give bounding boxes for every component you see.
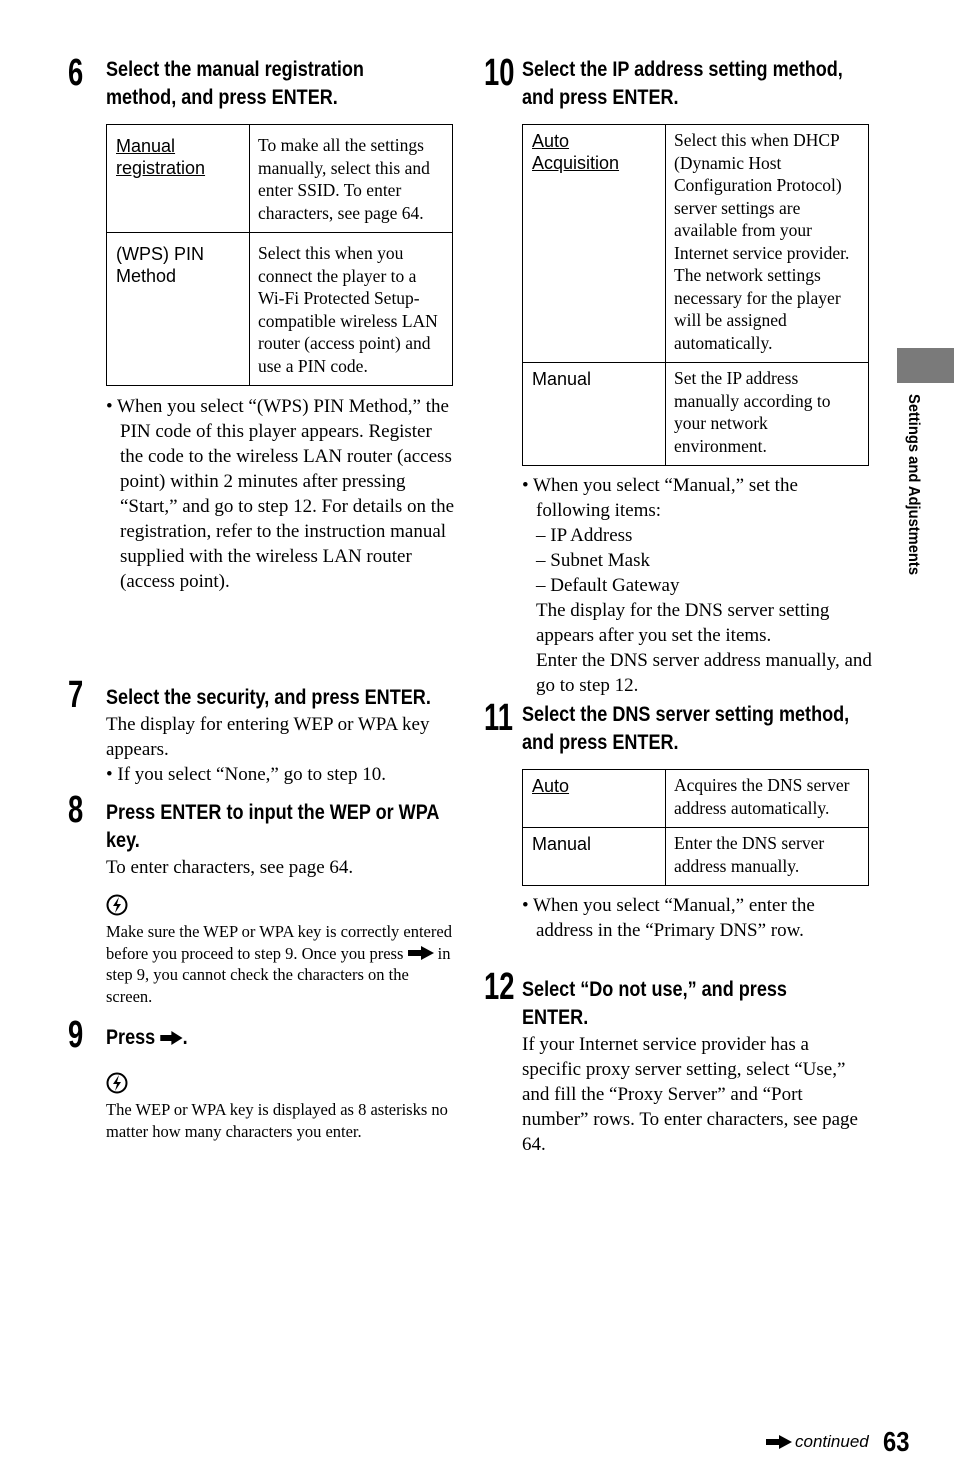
continuation-text: Enter the DNS server address manually, and go to step 12. — [536, 650, 872, 696]
step-heading: Press ENTER to input the WEP or WPA key. — [106, 801, 440, 852]
list-item: – Default Gateway — [536, 575, 680, 596]
step-heading: Select the IP address setting method, and press ENTER. — [522, 58, 843, 109]
step-10 — [484, 52, 874, 698]
step-number: 6 — [68, 52, 84, 94]
step-number: 11 — [484, 697, 513, 739]
option-description: To make all the settings manually, select this and enter SSID. To enter characters, see page 64. — [250, 125, 453, 233]
option-key: Manual — [523, 363, 666, 466]
table-row — [523, 363, 869, 466]
option-key: Manual registration — [107, 125, 250, 233]
option-key: (WPS) PIN Method — [107, 233, 250, 386]
step-6 — [68, 52, 458, 594]
step-9 — [68, 1014, 458, 1142]
table-row — [523, 770, 869, 828]
step-heading: Select the DNS server setting method, and press ENTER. — [522, 703, 850, 754]
table-row — [523, 125, 869, 363]
bullet-note: • When you select “Manual,” set the following items: — [522, 475, 798, 521]
section-label: Settings and Adjustments — [905, 394, 922, 576]
options-table — [522, 769, 869, 886]
step-body: The display for entering WEP or WPA key appears. — [106, 714, 430, 760]
step-11 — [484, 697, 874, 943]
section-tab — [897, 348, 954, 383]
step-number: 7 — [68, 674, 84, 716]
continued-label: continued — [795, 1432, 869, 1451]
option-key: Manual — [523, 828, 666, 886]
step-heading: Press . — [106, 1026, 188, 1049]
hint-lightning-icon — [106, 1072, 128, 1094]
table-row — [107, 233, 453, 386]
bullet-note: • When you select “Manual,” enter the address in the “Primary DNS” row. — [522, 895, 815, 941]
hint-lightning-icon — [106, 894, 128, 916]
right-arrow-icon — [766, 1435, 792, 1449]
options-table — [106, 124, 453, 386]
step-8 — [68, 789, 458, 1007]
step-heading: Select the manual registration method, and press ENTER. — [106, 58, 364, 109]
option-description: Acquires the DNS server address automatically. — [666, 770, 869, 828]
page-footer — [766, 1422, 914, 1458]
option-description: Select this when DHCP (Dynamic Host Configuration Protocol) server settings are available from your Internet service provider. The network settings necessary for the player will be assigned automatically. — [666, 125, 869, 363]
options-table — [522, 124, 869, 466]
option-description: Enter the DNS server address manually. — [666, 828, 869, 886]
right-arrow-icon — [160, 1031, 182, 1045]
step-number: 12 — [484, 966, 515, 1008]
table-row — [523, 828, 869, 886]
list-item: – Subnet Mask — [536, 550, 650, 571]
option-key: Auto — [523, 770, 666, 828]
hint-text: Make sure the WEP or WPA key is correctly entered before you proceed to step 9. Once you press in step 9, you cannot check the characters on the screen. — [106, 922, 452, 1006]
step-number: 10 — [484, 52, 515, 94]
step-heading: Select the security, and press ENTER. — [106, 686, 431, 709]
table-row — [107, 125, 453, 233]
bullet-note: • When you select “(WPS) PIN Method,” the PIN code of this player appears. Register the code to the wireless LAN router (access point) within 2 minutes after pressing “Start,” and go to step 12. For details on the registration, refer to the instruction manual supplied with the wireless LAN router (access point). — [106, 396, 455, 592]
page-number: 63 — [882, 1426, 910, 1457]
option-description: Set the IP address manually according to your network environment. — [666, 363, 869, 466]
step-body: To enter characters, see page 64. — [106, 857, 354, 878]
continuation-text: The display for the DNS server setting appears after you set the items. — [536, 600, 830, 646]
hint-text: The WEP or WPA key is displayed as 8 asterisks no matter how many characters you enter. — [106, 1100, 448, 1141]
step-number: 8 — [68, 789, 84, 831]
step-12 — [484, 966, 874, 1157]
option-description: Select this when you connect the player to a Wi-Fi Protected Setup-compatible wireless LAN router (access point) and use a PIN code. — [250, 233, 453, 386]
bullet-note: • If you select “None,” go to step 10. — [106, 764, 386, 785]
step-number: 9 — [68, 1014, 84, 1056]
step-heading: Select “Do not use,” and press ENTER. — [522, 978, 787, 1029]
step-7 — [68, 674, 458, 787]
step-body: If your Internet service provider has a specific proxy server setting, select “Use,” and fill the “Proxy Server” and “Port number” rows. To enter characters, see page 64. — [522, 1034, 858, 1155]
option-key: Auto Acquisition — [523, 125, 666, 363]
list-item: – IP Address — [536, 525, 633, 546]
right-arrow-icon — [408, 946, 434, 960]
